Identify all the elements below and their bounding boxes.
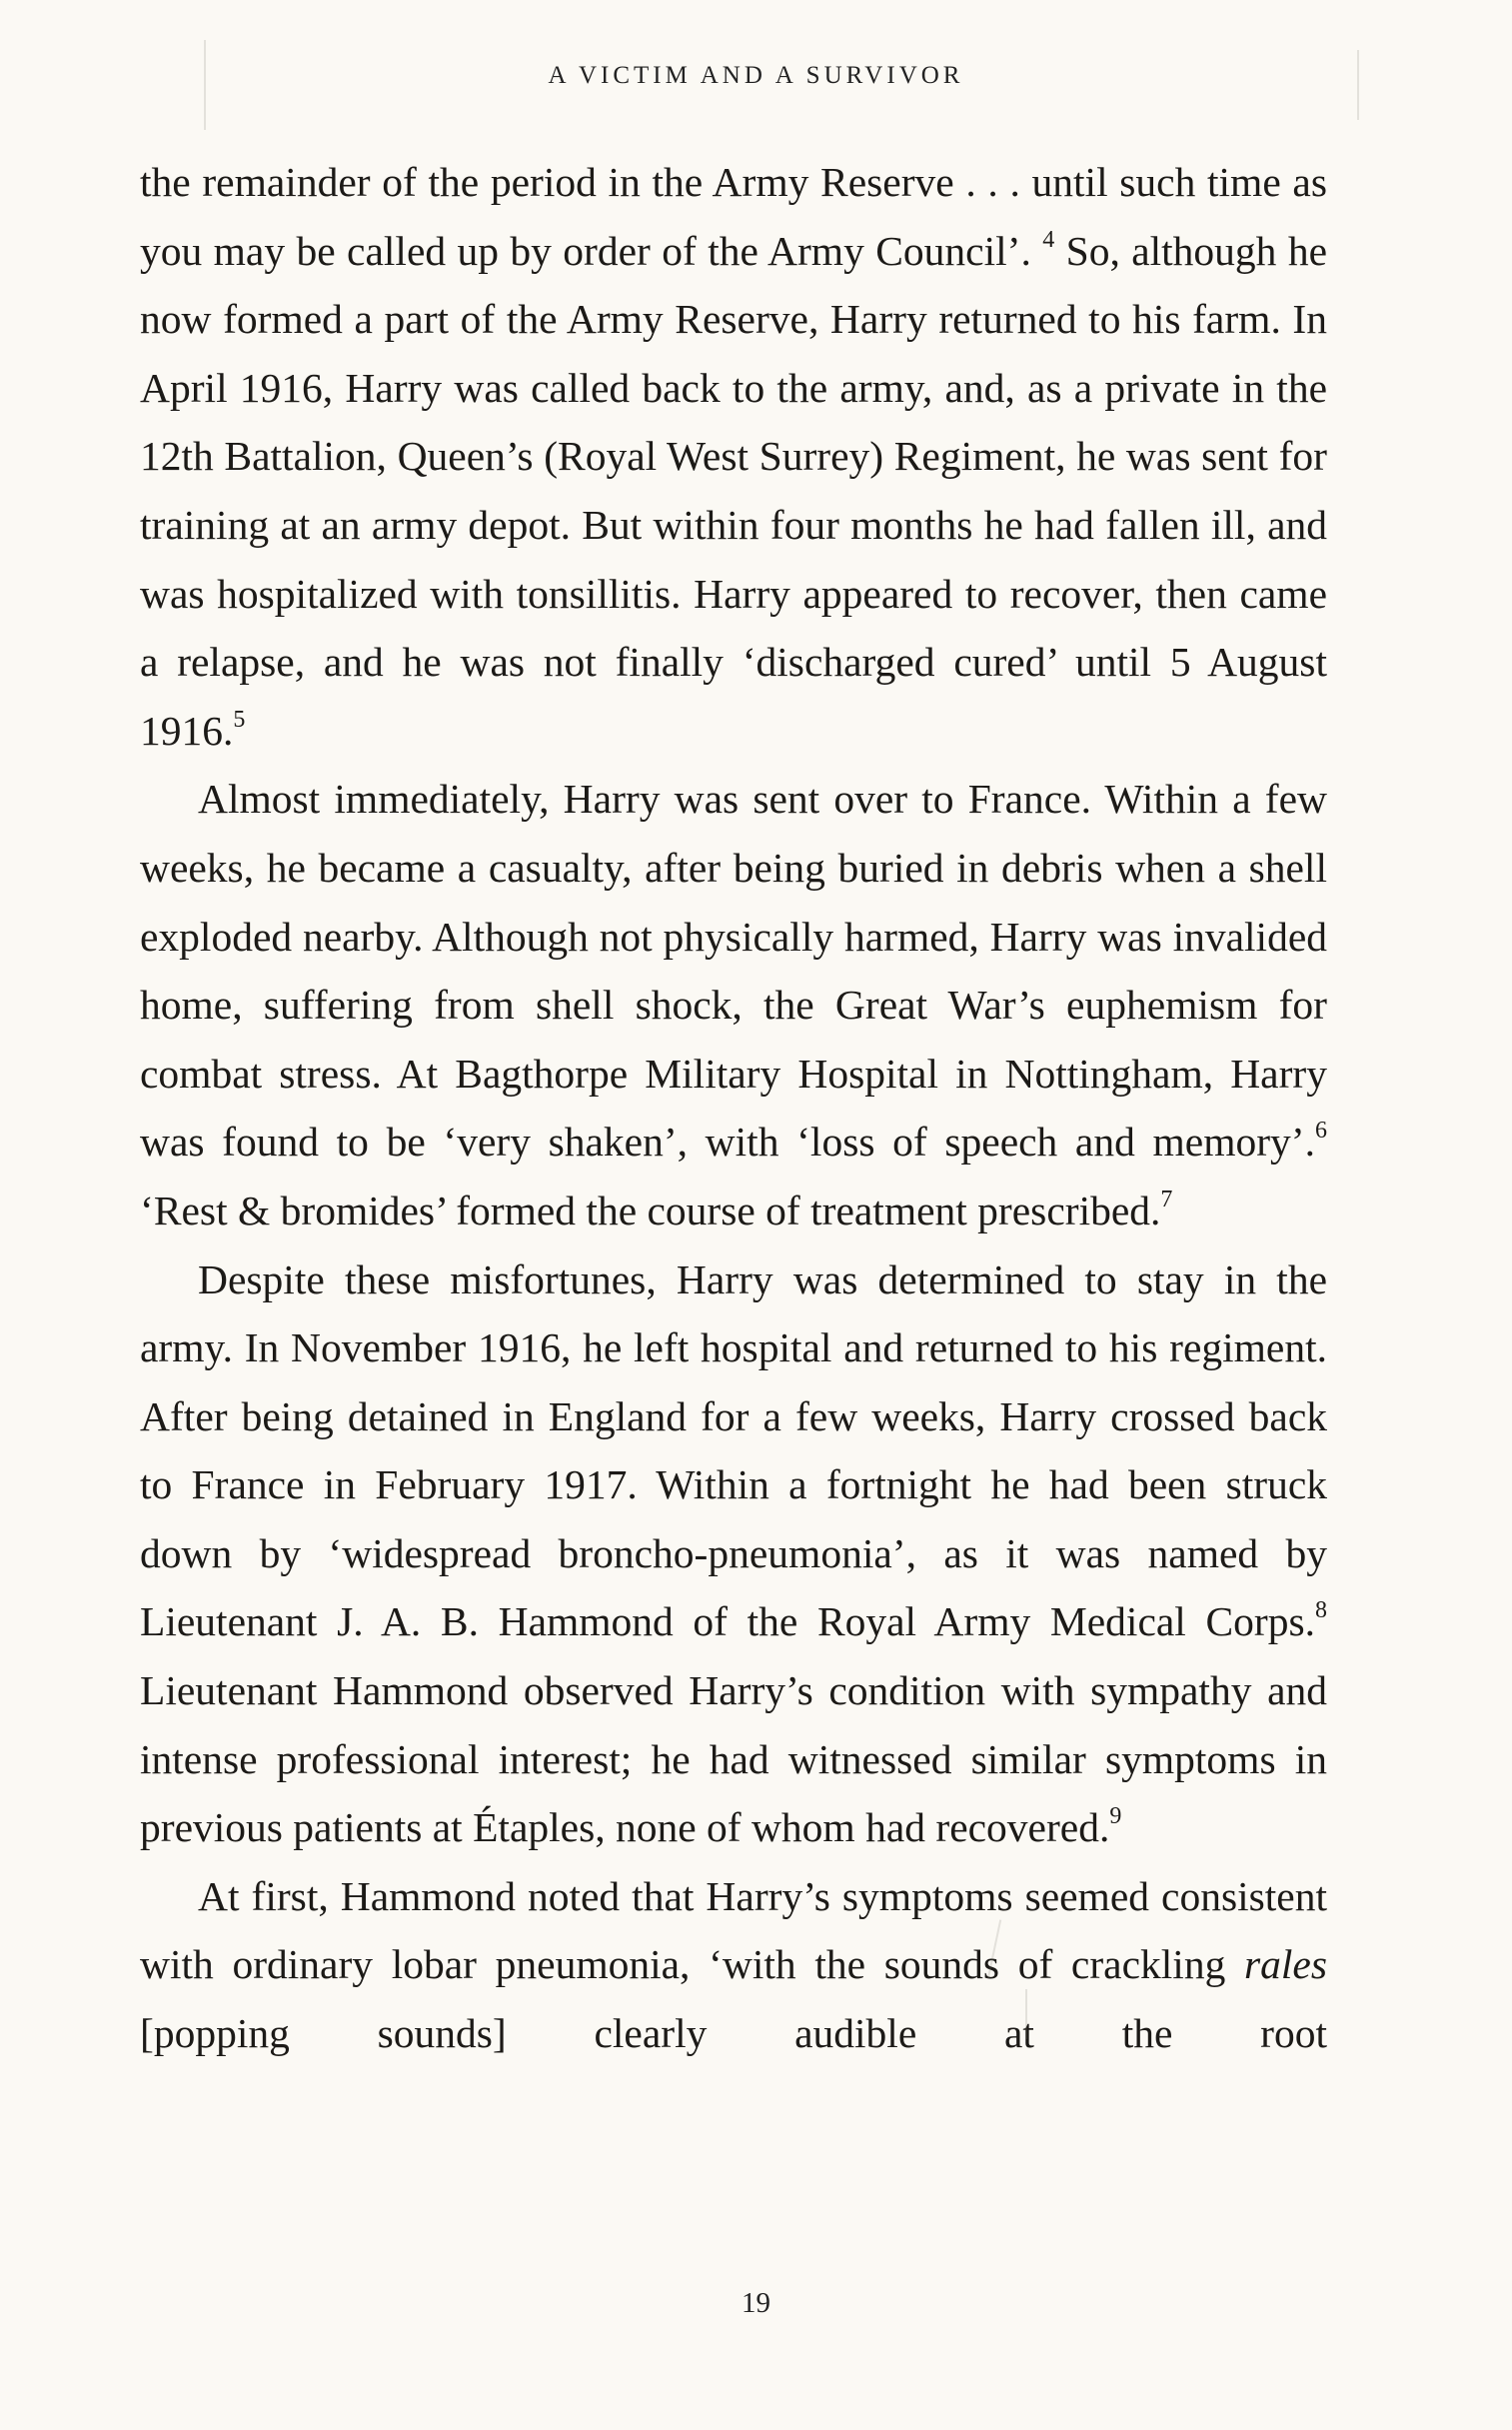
text-run: So, although he now formed a part of the Army Reserve, Harry returned to his farm. In April 1916, Harry was called back to the army, and, as a private in the 12th Battalion, Queen’s (Royal West Surrey) Regiment, he was sent for training at an army depot. But within four months he had fallen ill, and was hospitalized with tonsillitis. Harry appeared to recover, then came a relapse, and he was not finally ‘discharged cured’ until 5 August 1916. (140, 227, 1327, 754)
paragraph (140, 765, 1327, 1244)
paragraph (140, 1245, 1327, 1862)
scan-artifact (1025, 1989, 1027, 2039)
body-text (140, 148, 1327, 2068)
text-run: Almost immediately, Harry was sent over to France. Within a few weeks, he became a casualty, after being buried in debris when a shell exploded nearby. Although not physically harmed, Harry was invalided home, suffering from shell shock, the Great War’s euphemism for combat stress. At Bagthorpe Military Hospital in Nottingham, Harry was found to be ‘very shaken’, with ‘loss of speech and memory’. (140, 776, 1327, 1166)
footnote-ref: 5 (233, 706, 246, 733)
footnote-ref: 4 (1042, 226, 1055, 253)
text-run: ‘Rest & bromides’ formed the course of treatment prescribed. (140, 1187, 1161, 1233)
text-run: the remainder of the period in the Army Reserve . . . until such time as you may be called up by order of the Army Council’. (140, 159, 1327, 274)
footnote-ref: 8 (1315, 1597, 1327, 1624)
text-run: Lieutenant Hammond observed Harry’s condition with sympathy and intense professional interest; he had witnessed similar symptoms in previous patients at Étaples, none of whom had recovered. (140, 1667, 1327, 1851)
paragraph (140, 1862, 1327, 2068)
paragraph (140, 148, 1327, 765)
running-title: A VICTIM AND A SURVIVOR (548, 62, 964, 89)
page-number: 19 (742, 2287, 770, 2319)
text-run: [popping sounds] clearly audible at the root (140, 2010, 1327, 2057)
footnote-ref: 9 (1109, 1803, 1122, 1830)
scan-artifact (204, 40, 206, 130)
italic-term: rales (1244, 1941, 1327, 1988)
text-run: At first, Hammond noted that Harry’s symptoms seemed consistent with ordinary lobar pneumonia, ‘with the sounds of crackling (140, 1872, 1327, 1988)
scan-artifact (1357, 50, 1359, 120)
footnote-ref: 6 (1315, 1118, 1327, 1145)
footnote-ref: 7 (1160, 1186, 1173, 1213)
text-run: Despite these misfortunes, Harry was determined to stay in the army. In November 1916, he left hospital and returned to his regiment. After being detained in England for a few weeks, Harry crossed back to France in February 1917. Within a fortnight he had been struck down by ‘widespread broncho-pneumonia’, as it was named by Lieutenant J. A. B. Hammond of the Royal Army Medical Corps. (140, 1255, 1327, 1645)
